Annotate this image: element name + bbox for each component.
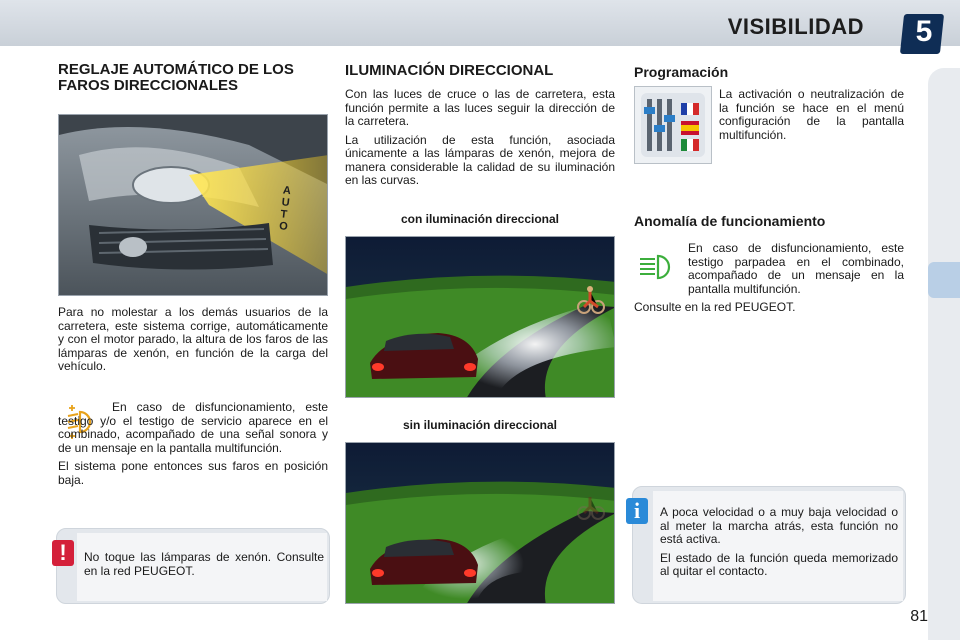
info-p1: A poca velocidad o a muy baja velocidad o al meter la marcha atrás, esta función no está activa. <box>660 505 898 546</box>
road-illustration-without-directional <box>345 442 615 604</box>
programming-text: La activación o neutralización de la función se hace en el menú configuración de la pantalla multifunción. <box>719 87 904 142</box>
anomaly-heading: Anomalía de funcionamiento <box>634 213 826 229</box>
info-icon: i <box>626 498 648 524</box>
info-text <box>660 506 898 584</box>
col1-malfunction <box>58 401 328 492</box>
section-title: VISIBILIDAD <box>727 14 864 39</box>
col1-body: Para no molestar a los demás usuarios de la carretera, este sistema corrige, automáticamente y con el motor parado, la altura de los faros de las lámparas de xenón, en función de la carga del vehículo. <box>58 305 328 373</box>
caption-without-directional: sin iluminación direccional <box>402 418 558 432</box>
chapter-number: 5 <box>915 15 933 48</box>
programming-heading: Programación <box>634 64 729 80</box>
anomaly-text: En caso de disfuncionamiento, este testigo parpadea en el combinado, acompañado de un mensaje en la pantalla multifunción. <box>688 241 904 296</box>
col1-heading: REGLAJE AUTOMÁTICO DE LOS FAROS DIRECCIONALES <box>58 61 294 94</box>
page-number: 81 <box>910 608 928 625</box>
col2-heading: ILUMINACIÓN DIRECCIONAL <box>345 62 554 79</box>
col2-p1: Con las luces de cruce o las de carretera, esta función permite a las luces seguir la dirección de la carretera. <box>345 87 615 128</box>
col2-p2: La utilización de esta función, asociada únicamente a las lámparas de xenón, mejora de manera considerable la calidad de su iluminación en las curvas. <box>345 132 615 187</box>
road-illustration-with-directional <box>345 236 615 398</box>
anomaly-body <box>634 242 904 320</box>
auto-label-in-photo: AUTO <box>278 184 292 234</box>
col2-body <box>345 88 615 193</box>
info-p2: El estado de la función queda memorizado al quitar el contacto. <box>660 550 898 578</box>
anomaly-consult: Consulte en la red PEUGEOT. <box>634 300 796 314</box>
chapter-side-tab <box>928 262 960 298</box>
col1-malfunction-p2: El sistema pone entonces sus faros en posición baja. <box>58 459 328 487</box>
exclamation-warning-icon: ! <box>52 540 74 566</box>
col1-malfunction-p1: En caso de disfuncionamiento, este testigo y/o el testigo de servicio aparece en el combinado, acompañado de una señal sonora y de un mensaje en la pantalla multifunción. <box>58 400 328 455</box>
headlamp-photo <box>58 114 328 296</box>
config-sliders-flags-icon <box>634 86 712 164</box>
caption-with-directional: con iluminación direccional <box>400 212 560 226</box>
warning-text: No toque las lámparas de xenón. Consulte en la red PEUGEOT. <box>84 550 324 578</box>
chapter-side-strip <box>928 68 960 640</box>
